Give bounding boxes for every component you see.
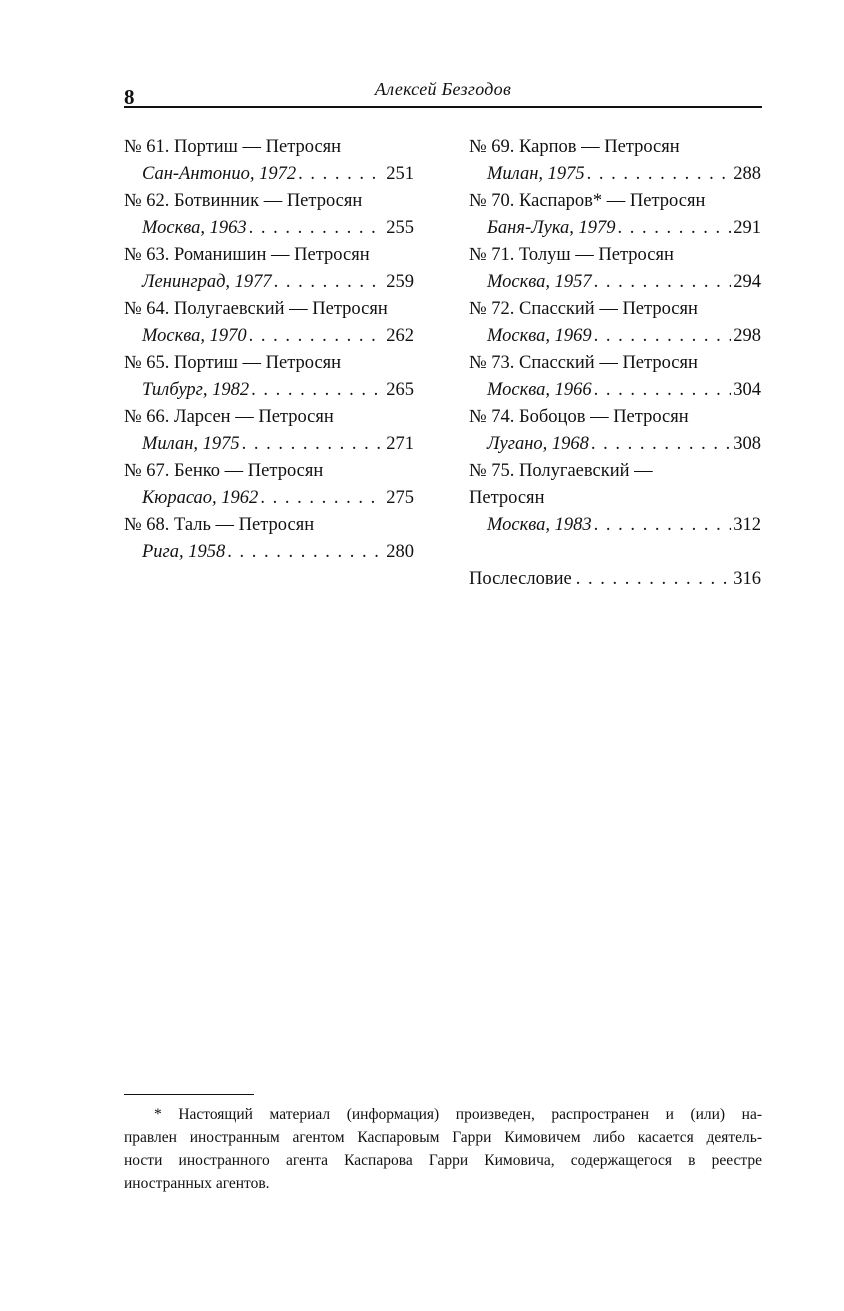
toc-entry[interactable] xyxy=(469,296,761,350)
toc-entry-page: 262 xyxy=(386,326,414,346)
toc-entry-page: 271 xyxy=(386,434,414,454)
toc-entry-page: 265 xyxy=(386,380,414,400)
dot-leader xyxy=(249,323,385,350)
toc-entry-title: № 66. Ларсен — Петросян xyxy=(124,407,334,427)
toc-entry-title: № 70. Каспаров* — Петросян xyxy=(469,191,706,211)
header-rule xyxy=(124,106,762,108)
toc-entry-page: 298 xyxy=(733,326,761,346)
toc-entry[interactable] xyxy=(469,350,761,404)
toc-entry[interactable] xyxy=(124,134,414,188)
toc-entry[interactable] xyxy=(469,458,761,539)
dot-leader xyxy=(594,377,732,404)
toc-entry-page: 280 xyxy=(386,542,414,562)
toc-entry-title: № 65. Портиш — Петросян xyxy=(124,353,342,373)
toc-entry-place: Милан, 1975 xyxy=(142,434,240,454)
footnote xyxy=(124,1103,762,1195)
toc-entry[interactable] xyxy=(124,242,414,296)
toc-entry-place: Москва, 1969 xyxy=(487,326,592,346)
toc-entry-place: Сан-Антонио, 1972 xyxy=(142,164,297,184)
page-number: 8 xyxy=(124,85,135,109)
toc-entry-page: 251 xyxy=(386,164,414,184)
toc-entry-page: 259 xyxy=(386,272,414,292)
dot-leader xyxy=(274,269,385,296)
toc-entry-place: Баня-Лука, 1979 xyxy=(487,218,616,238)
toc-entry-page: 312 xyxy=(733,515,761,535)
toc-entry-page: 294 xyxy=(733,272,761,292)
toc-entry-title: № 72. Спасский — Петросян xyxy=(469,299,698,319)
toc-entry-title: № 68. Таль — Петросян xyxy=(124,515,315,535)
dot-leader xyxy=(587,161,732,188)
toc-column-left xyxy=(124,134,414,566)
toc-entry[interactable] xyxy=(469,242,761,296)
running-title: Алексей Безгодов xyxy=(374,79,512,99)
toc-entry-title: № 61. Портиш — Петросян xyxy=(124,137,342,157)
toc-entry-title: № 69. Карпов — Петросян xyxy=(469,137,680,157)
toc-entry-title: № 67. Бенко — Петросян xyxy=(124,461,324,481)
dot-leader xyxy=(298,161,384,188)
toc-entry[interactable] xyxy=(124,512,414,566)
toc-entry-title: № 74. Бобоцов — Петросян xyxy=(469,407,689,427)
toc-entry-title: № 62. Ботвинник — Петросян xyxy=(124,191,363,211)
toc-entry-title: № 75. Полугаевский — Петросян xyxy=(469,461,653,508)
toc-entry-title: № 63. Романишин — Петросян xyxy=(124,245,370,265)
footnote-line: * Настоящий материал (информация) произведен, распространен и (или) на- xyxy=(154,1106,762,1123)
toc-entry-title: № 73. Спасский — Петросян xyxy=(469,353,698,373)
toc-entry-page: 255 xyxy=(386,218,414,238)
toc-entry-place: Лугано, 1968 xyxy=(487,434,589,454)
toc-entry-place: Рига, 1958 xyxy=(142,542,226,562)
toc-entry-place: Москва, 1966 xyxy=(487,380,592,400)
toc-entry-place: Москва, 1963 xyxy=(142,218,247,238)
footnote-line: иностранных агентов. xyxy=(124,1175,270,1192)
footnote-rule xyxy=(124,1094,254,1095)
toc-entry-page: 291 xyxy=(733,218,761,238)
toc-entry-afterword[interactable] xyxy=(469,566,761,593)
dot-leader xyxy=(618,215,732,242)
dot-leader xyxy=(242,431,385,458)
toc-entry[interactable] xyxy=(124,188,414,242)
footnote-line: правлен иностранным агентом Каспаровым Гарри Кимовичем либо касается деятель- xyxy=(124,1129,762,1146)
toc-entry[interactable] xyxy=(124,350,414,404)
afterword-title: Послесловие xyxy=(469,569,572,589)
footnote-line: ности иностранного агента Каспарова Гарри Кимовича, содержащегося в реестре xyxy=(124,1152,762,1169)
dot-leader xyxy=(594,269,732,296)
toc-entry-page: 308 xyxy=(733,434,761,454)
toc-entry-page: 288 xyxy=(733,164,761,184)
dot-leader xyxy=(591,431,731,458)
toc-entry-place: Тилбург, 1982 xyxy=(142,380,250,400)
dot-leader xyxy=(594,512,732,539)
dot-leader xyxy=(227,539,384,566)
toc-entry[interactable] xyxy=(124,404,414,458)
toc-entry-page: 304 xyxy=(733,380,761,400)
dot-leader xyxy=(249,215,385,242)
dot-leader xyxy=(576,566,730,593)
toc-entry[interactable] xyxy=(469,188,761,242)
toc-entry-place: Москва, 1957 xyxy=(487,272,592,292)
toc-entry-place: Ленинград, 1977 xyxy=(142,272,272,292)
toc-entry-page: 275 xyxy=(386,488,414,508)
toc-column-right xyxy=(469,134,761,593)
toc-entry-place: Кюрасао, 1962 xyxy=(142,488,259,508)
toc-entry-title: № 64. Полугаевский — Петросян xyxy=(124,299,388,319)
toc-entry[interactable] xyxy=(469,404,761,458)
dot-leader xyxy=(251,377,384,404)
afterword-page: 316 xyxy=(733,569,761,589)
toc-entry-place: Москва, 1983 xyxy=(487,515,592,535)
toc-entry-place: Милан, 1975 xyxy=(487,164,585,184)
toc-entry[interactable] xyxy=(469,134,761,188)
toc-entry-place: Москва, 1970 xyxy=(142,326,247,346)
toc-entry[interactable] xyxy=(124,458,414,512)
toc-entry-title: № 71. Толуш — Петросян xyxy=(469,245,674,265)
dot-leader xyxy=(594,323,732,350)
dot-leader xyxy=(260,485,384,512)
toc-entry[interactable] xyxy=(124,296,414,350)
